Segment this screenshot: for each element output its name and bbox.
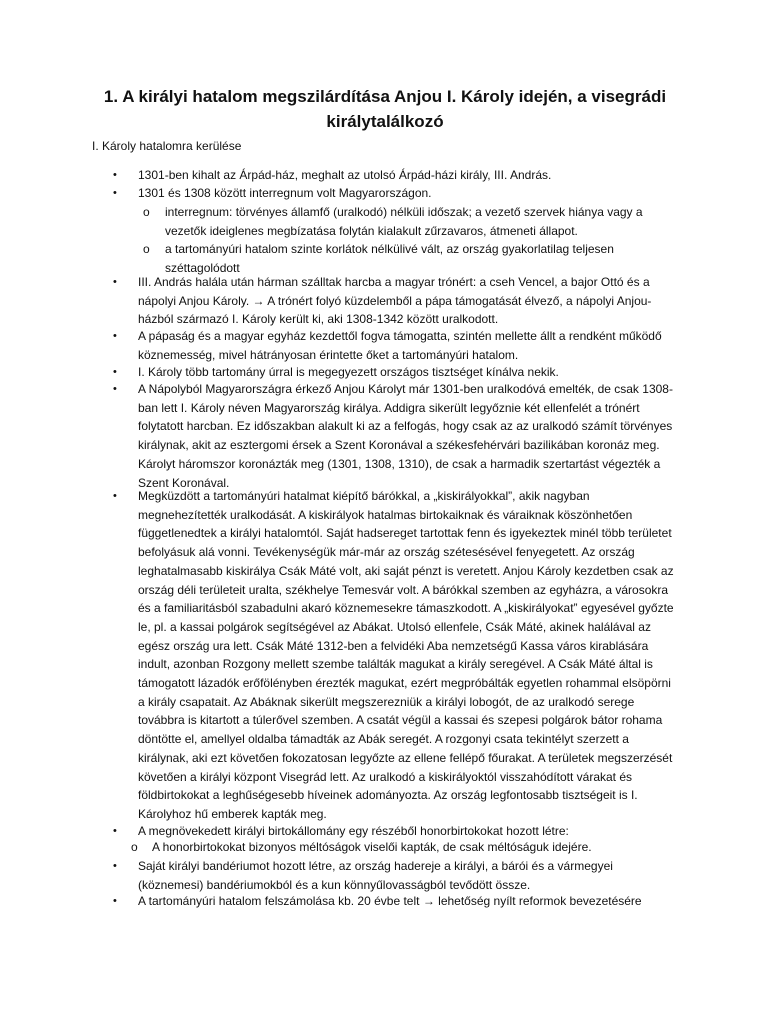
sub-bullet-icon: o <box>143 242 150 256</box>
page-title: 1. A királyi hatalom megszilárdítása Anjou I. Károly idején, a visegrádi királytalálkozó <box>103 87 667 131</box>
list-item: A Nápolyból Magyarországra érkező Anjou Károlyt már 1301-ben uralkodóvá emelték, de csak 1308-ban lett I. Károly néven Magyarország királya. Addigra sikerült legyőznie két ellenfelét a trónért folytatott harcban. Ez időszakban alakult ki az a felfogás, hogy csak az az uralkodó számít törvényes királynak, akit az esztergomi érsek a Szent Koronával a székesfehérvári bazilikában koronáz meg. Károlyt háromszor koronázták meg (1301, 1308, 1310), de csak a harmadik szertartást végezték a Szent Koronával. <box>138 382 673 490</box>
list-item: A tartományúri hatalom felszámolása kb. 20 évbe telt → lehetőség nyílt reformok bevezetésére <box>138 894 642 908</box>
list-item: 1301-ben kihalt az Árpád-ház, meghalt az utolsó Árpád-házi király, III. András. <box>138 168 552 182</box>
list-item: III. András halála után hárman szálltak harcba a magyar trónért: a cseh Vencel, a bajor Ottó és a nápolyi Anjou Károly. → A trónért folyó küzdelemből a pápa támogatását élvező, a nápolyi Anjou-házból származó I. Károly került ki, aki 1308-1342 között uralkodott. <box>138 275 652 327</box>
bullet-icon: • <box>113 860 117 872</box>
bullet-icon: • <box>113 825 117 837</box>
sub-bullet-icon: o <box>131 840 138 854</box>
list-item: Megküzdött a tartományúri hatalmat kiépítő bárókkal, a „kiskirályokkal”, akik nagyban megnehezítették uralkodását. A kiskirályok hatalmas birtokaiknak és váraiknak köszönhetően függetlenedtek a királyi hatalomtól. Saját hadsereget tartottak fenn és igyekeztek minél több területet befolyásuk alá vonni. Tevékenységük már-már az ország szétesésével fenyegetett. Az ország leghatalmasabb kiskirálya Csák Máté volt, aki saját pénzt is veretett. Anjou Károly kezdetben csak az ország déli területeit uralta, székhelye Temesvár volt. A bárókkal szemben az egyházra, a városokra és a familiaritásból szabadulni akaró köznemesekre támaszkodott. A „kiskirályokat” egyesével győzte le, pl. a kassai polgárok segítségével az Abákat. Utolsó ellenfele, Csák Máté, akinek halálával az egész ország ura lett. Csák Máté 1312-ben a felvidéki Aba nemzetségű Kassa város kirablására indult, azonban Rozgony mellett szembe találták magukat a király seregével. A Csák Máté által is támogatott lázadók erőfölényben érezték magukat, ezért megpróbálták egyetlen rohammal elsöpörni a király csapatait. Az Abáknak sikerült megszerezniük a királyi lobogót, de az uralkodó serege továbbra is kitartott a túlerővel szemben. A csatát végül a kassai és szepesi polgárok bátor rohama döntötte el, amellyel oldalba támadták az Abák seregét. A rozgonyi csata tekintélyt szerzett a királynak, aki ezt követően fokozatosan legyőzte az ellene fellépő főurakat. A területek megszerzését követően a királyi központ Visegrád lett. Az uralkodó a kiskirályoktól visszahódított várakat és földbirtokokat a leghűségesebb híveinek adományozta. Az ország legfontosabb tisztségeit is I. Károlyhoz hű emberek kapták meg. <box>138 489 674 821</box>
bullet-icon: • <box>113 490 117 502</box>
bullet-icon: • <box>113 383 117 395</box>
sub-bullet-icon: o <box>143 205 150 219</box>
bullet-icon: • <box>113 169 117 181</box>
bullet-icon: • <box>113 366 117 378</box>
bullet-icon: • <box>113 187 117 199</box>
list-item: A megnövekedett királyi birtokállomány egy részéből honorbirtokokat hozott létre: <box>138 824 569 838</box>
list-item: I. Károly több tartomány úrral is megegyezett országos tisztséget kínálva nekik. <box>138 365 559 379</box>
list-item: A pápaság és a magyar egyház kezdettől fogva támogatta, szintén mellette állt a rendként működő köznemesség, mivel hátrányosan érintette őket a tartományúri hatalom. <box>138 329 662 362</box>
list-item: Saját királyi bandériumot hozott létre, az ország hadereje a királyi, a bárói és a vármegyei (köznemesi) bandériumokból és a kun könnyűlovasságból tevődött össze. <box>138 859 613 892</box>
list-item: 1301 és 1308 között interregnum volt Magyarországon. <box>138 186 432 200</box>
section-heading: I. Károly hatalomra kerülése <box>92 139 242 153</box>
bullet-icon: • <box>113 895 117 907</box>
sub-list-item: a tartományúri hatalom szinte korlátok nélkülivé vált, az ország gyakorlatilag teljesen széttagolódott <box>165 242 614 275</box>
bullet-icon: • <box>113 330 117 342</box>
sub-list-item: A honorbirtokokat bizonyos méltóságok viselői kapták, de csak méltóságuk idejére. <box>152 840 592 854</box>
sub-list-item: interregnum: törvényes államfő (uralkodó) nélküli időszak; a vezető szervek hiánya vagy a vezetők ideiglenes megbízatása folytán kialakult zűrzavaros, átmeneti állapot. <box>165 205 643 238</box>
bullet-icon: • <box>113 276 117 288</box>
